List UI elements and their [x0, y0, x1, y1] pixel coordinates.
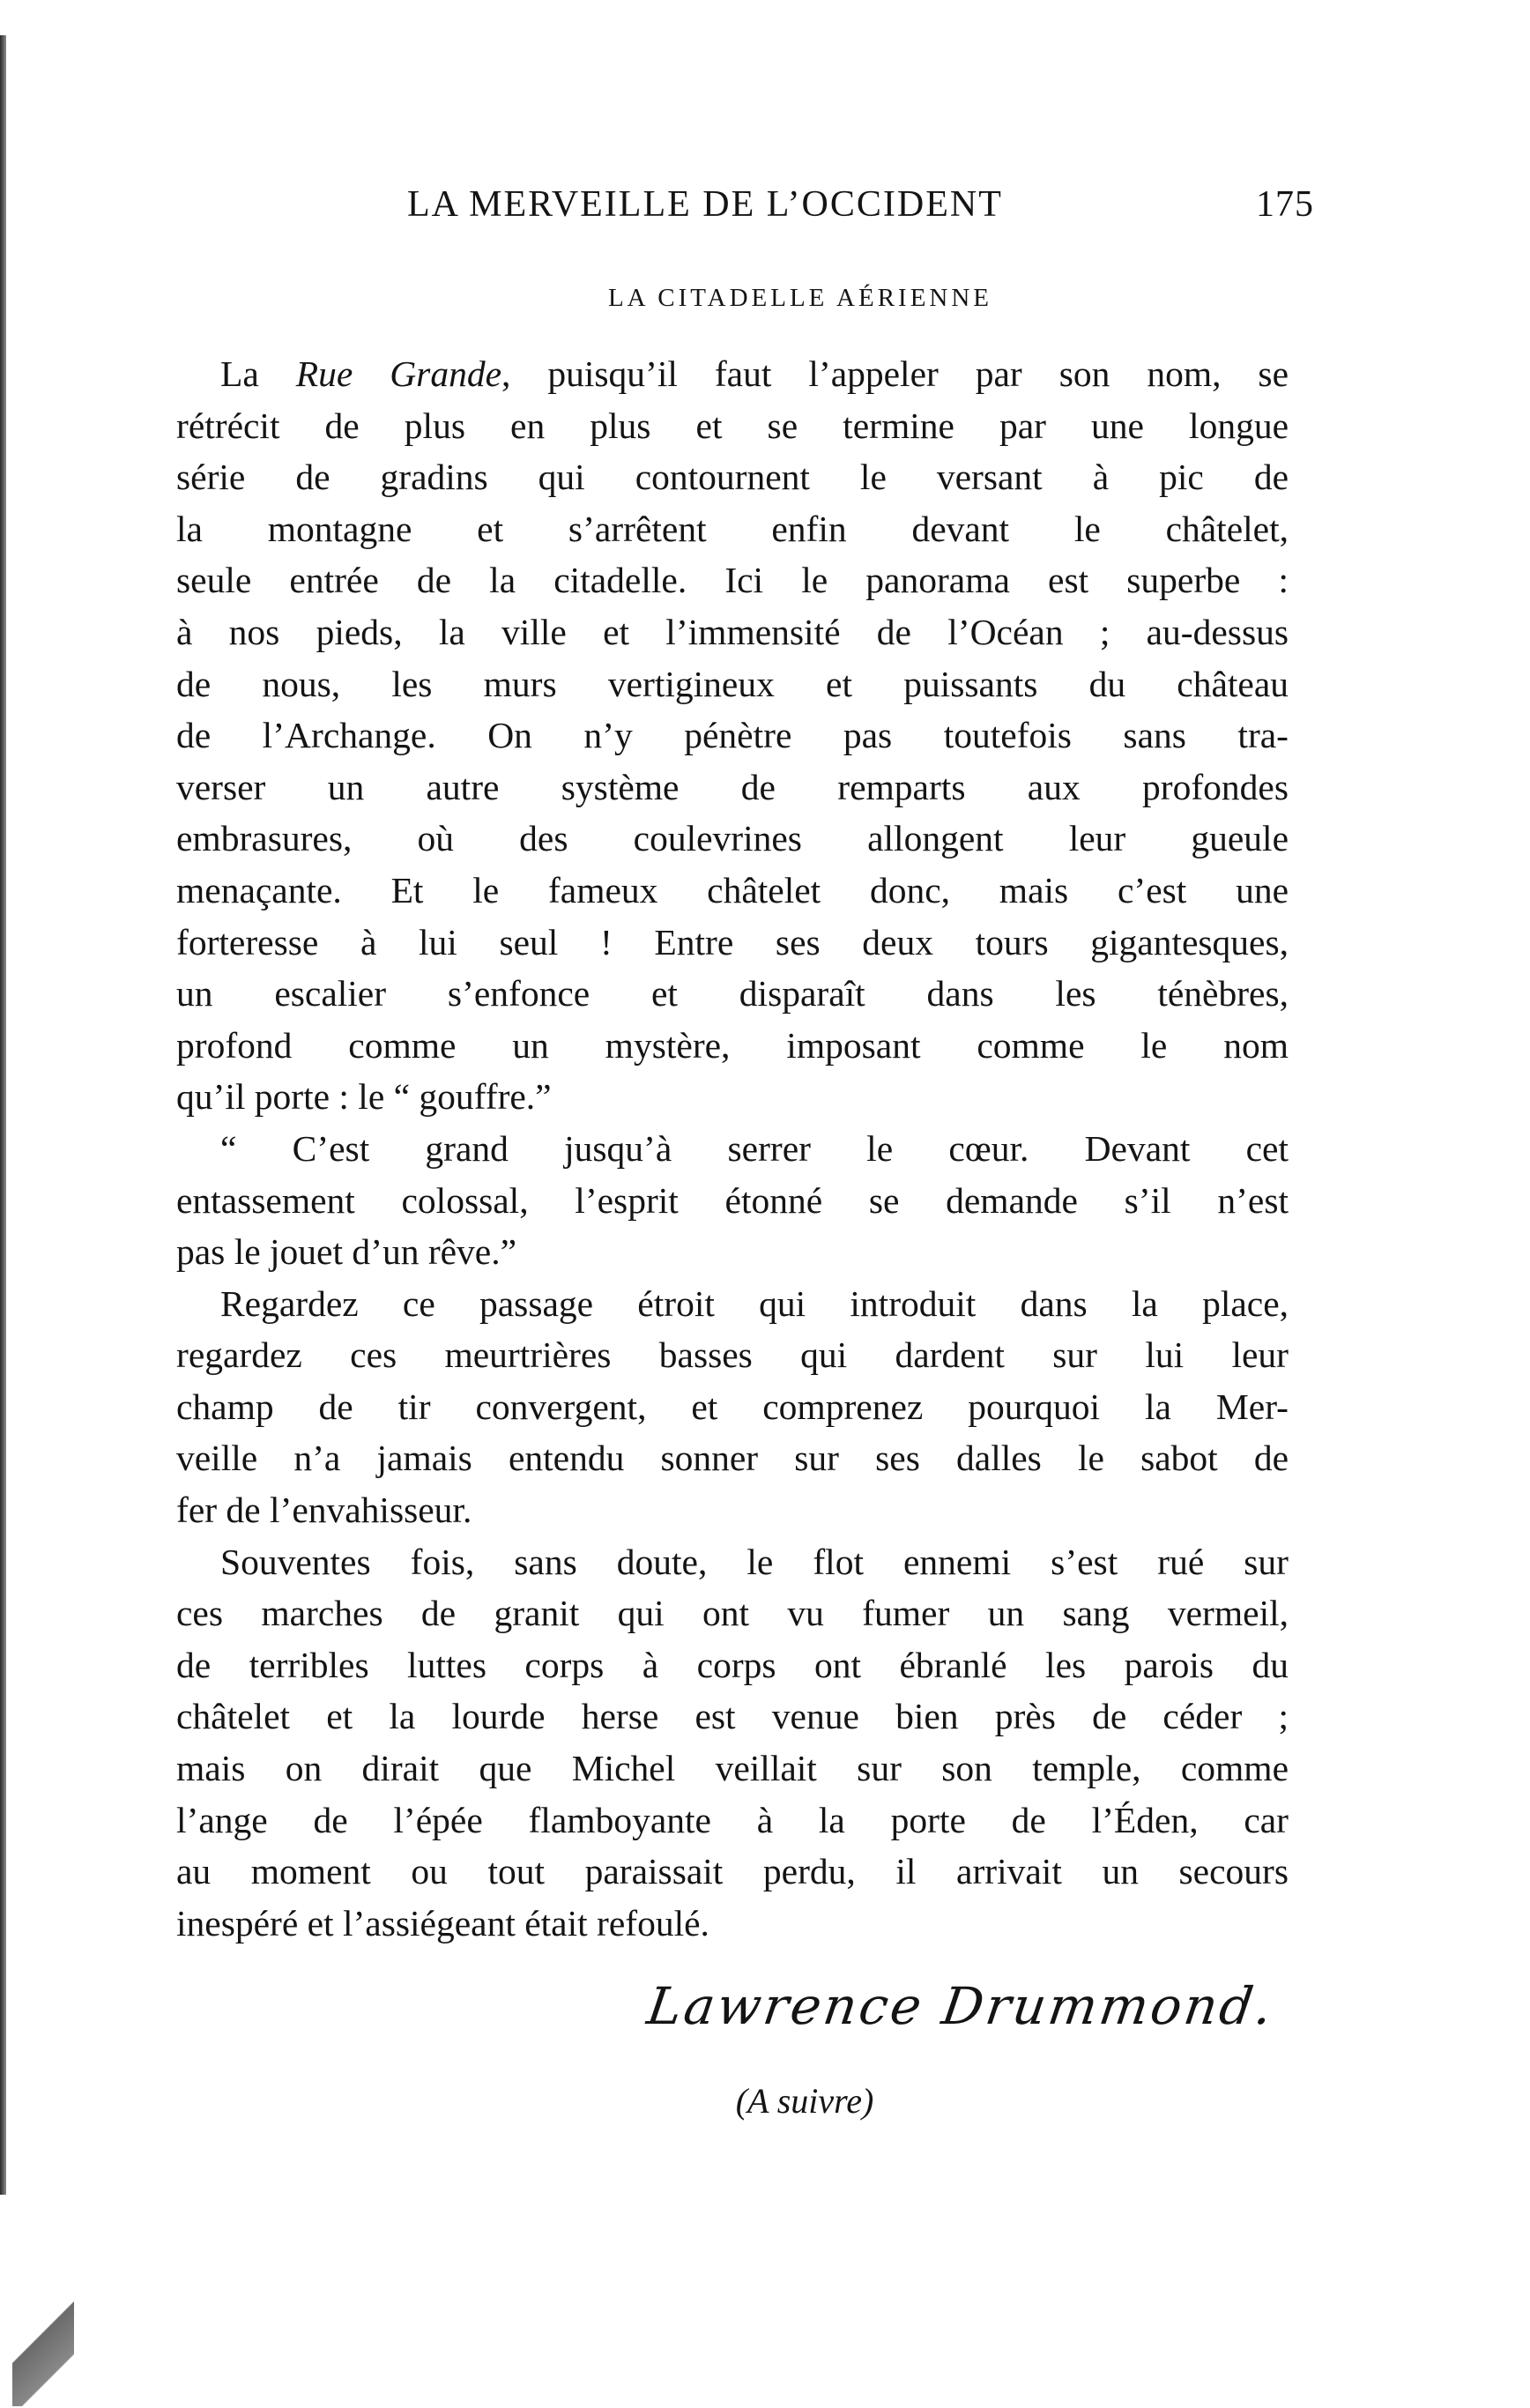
paragraph-4 [176, 1536, 1289, 1950]
text-line: ces marches de granit qui ont vu fumer un sang vermeil, [176, 1593, 1289, 1634]
text-line: La Rue Grande, puisqu’il faut l’appeler par son nom, se [220, 353, 1289, 394]
text-line: rétrécit de plus en plus et se termine par une longue [176, 405, 1289, 446]
text-line: mais on dirait que Michel veillait sur son temple, comme [176, 1748, 1289, 1789]
text-line: entassement colossal, l’esprit étonné se demande s’il n’est [176, 1179, 1289, 1221]
paragraph-3 [176, 1278, 1289, 1536]
page-number: 175 [1256, 184, 1314, 225]
text-line: châtelet et la lourde herse est venue bien près de céder ; [176, 1696, 1289, 1737]
text-line: Regardez ce passage étroit qui introduit dans la place, [220, 1282, 1289, 1324]
text-line: menaçante. Et le fameux châtelet donc, mais c’est une [176, 869, 1289, 910]
text-line: la montagne et s’arrêtent enfin devant le châtelet, [176, 508, 1289, 549]
text-line: inespéré et l’assiégeant était refoulé. [176, 1902, 709, 1943]
text-line: série de gradins qui contournent le versant à pic de [176, 457, 1289, 498]
paragraph-2 [176, 1123, 1289, 1278]
text-line: pas le jouet d’un rêve.” [176, 1231, 517, 1273]
text-line: seule entrée de la citadelle. Ici le panorama est superbe : [176, 560, 1289, 601]
running-head [176, 183, 1314, 233]
text-line: veille n’a jamais entendu sonner sur ses dalles le sabot de [176, 1438, 1289, 1479]
scan-artifact [12, 2292, 74, 2406]
binding-edge [0, 35, 6, 2195]
text-line: au moment ou tout paraissait perdu, il arrivait un secours [176, 1851, 1289, 1892]
text-line: un escalier s’enfonce et disparaît dans les ténèbres, [176, 973, 1289, 1014]
paragraph-1 [176, 348, 1289, 1123]
text-line: regardez ces meurtrières basses qui dardent sur lui leur [176, 1334, 1289, 1376]
text-line: l’ange de l’épée flamboyante à la porte de l’Éden, car [176, 1799, 1289, 1840]
body-text [176, 348, 1289, 1949]
emphasis-rue-grande: Rue Grande [295, 353, 502, 394]
running-title: LA MERVEILLE DE L’OCCIDENT [407, 184, 1003, 225]
text-line: verser un autre système de remparts aux profondes [176, 766, 1289, 807]
continuation-note: (A suivre) [735, 2081, 874, 2121]
text-line: “ C’est grand jusqu’à serrer le cœur. Devant cet [220, 1127, 1289, 1169]
text-line: de terribles luttes corps à corps ont ébranlé les parois du [176, 1644, 1289, 1685]
text-line: à nos pieds, la ville et l’immensité de l’Océan ; au-dessus [176, 611, 1289, 652]
text-line: champ de tir convergent, et comprenez pourquoi la Mer- [176, 1386, 1289, 1427]
author-signature: Lawrence Drummond. [643, 1976, 1279, 2036]
section-heading: LA CITADELLE AÉRIENNE [607, 284, 993, 312]
text-line: Souventes fois, sans doute, le flot ennemi s’est rué sur [220, 1541, 1289, 1582]
text-line: profond comme un mystère, imposant comme le nom [176, 1024, 1289, 1066]
text-line: fer de l’envahisseur. [176, 1490, 472, 1531]
text-line: qu’il porte : le “ gouffre.” [176, 1076, 552, 1118]
text-line: embrasures, où des coulevrines allongent leur gueule [176, 818, 1289, 859]
text-line: de nous, les murs vertigineux et puissants du château [176, 663, 1289, 704]
text-line: de l’Archange. On n’y pénètre pas toutefois sans tra- [176, 715, 1289, 756]
text-line: forteresse à lui seul ! Entre ses deux tours gigantesques, [176, 921, 1289, 962]
